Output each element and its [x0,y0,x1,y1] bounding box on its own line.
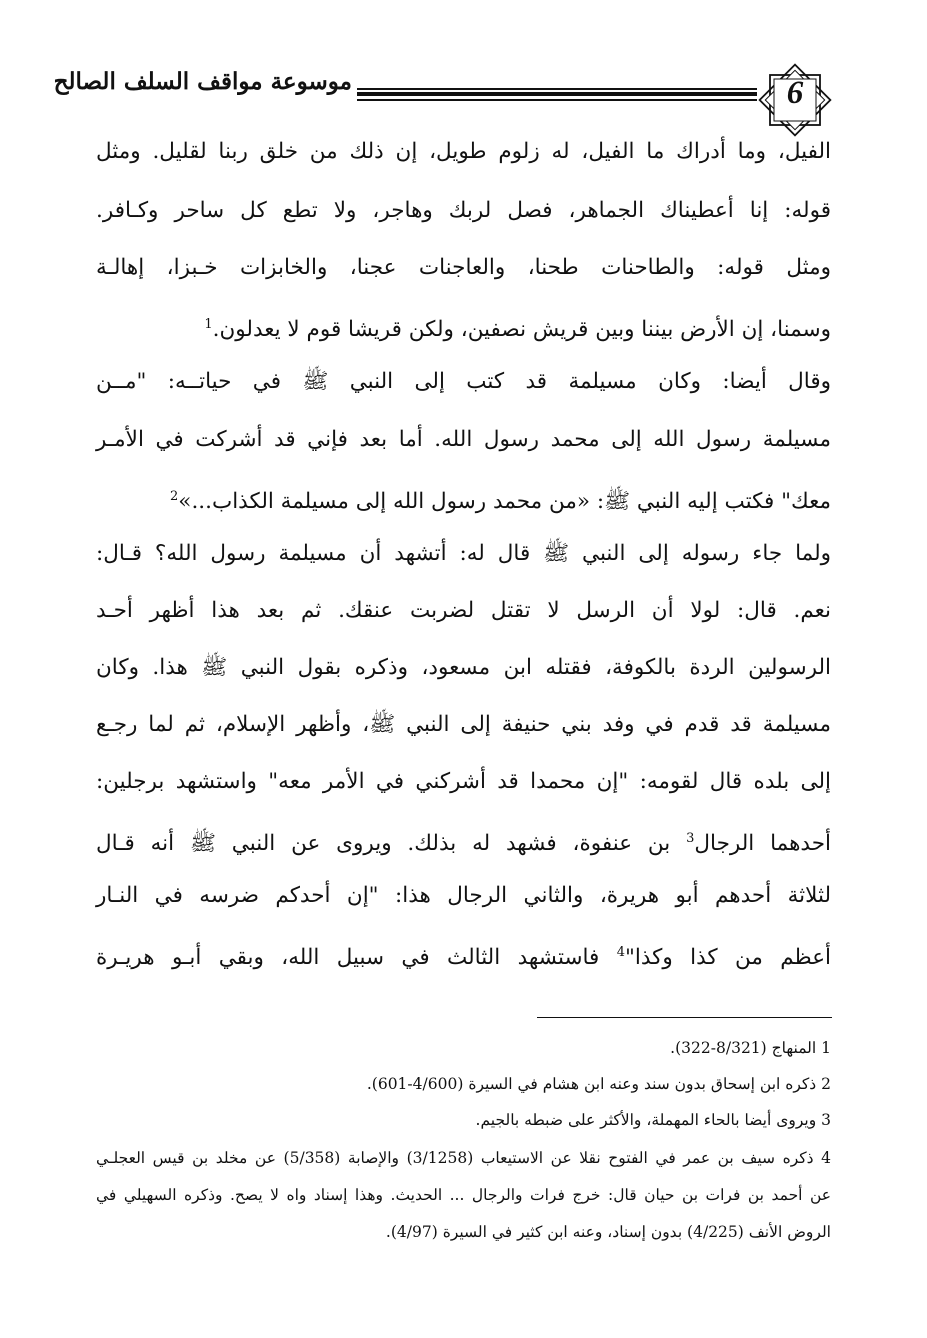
text-line: الفيل، وما أدراك ما الفيل، له زلوم طويل، إن ذلك من خلق ربنا لقليل. ومثل [96,139,831,164]
footnote: 1 المنهاج (8/321-322). [670,1039,831,1057]
text-line: معك" فكتب إليه النبي ﷺ: «من محمد رسول الله إلى مسيلمة الكذاب...» [178,489,831,515]
footnote-ref: 3 [686,831,695,846]
text-line-with-footnote [96,310,831,345]
text-line: الرسولين الردة بالكوفة، فقتله ابن مسعود، وذكره بقول النبي ﷺ هذا. وكان [96,655,831,680]
footnote-ref: 1 [204,317,213,332]
text-line-with-footnote [96,482,831,517]
text-segment: بن عنفوة، فشهد له بذلك. ويروى عن النبي ﷺ أنه قـال [96,831,671,857]
text-segment: أحدهما الرجال [694,831,831,857]
text-segment: فاستشهد الثالث في سبيل الله، وبقي أبـو هريـرة [96,945,600,971]
text-line-with-footnote [96,824,831,859]
text-line: قوله: إنا أعطيناك الجماهر، فصل لربك وهاجر، ولا تطع كل ساحر وكـافر. [96,198,831,223]
footnote-continuation: الروض الأنف (4/225) بدون إسناد، وعنه ابن كثير في السيرة (4/97). [385,1223,831,1241]
text-line: وسمنا، إن الأرض بيننا وبين قريش نصفين، ولكن قريشا قوم لا يعدلون. [212,317,831,343]
text-line: مسيلمة رسول الله إلى محمد رسول الله. أما بعد فإني قد أشركت في الأمـر [96,427,831,452]
text-line: نعم. قال: لولا أن الرسل لا تقتل لضربت عنقك. ثم بعد هذا أظهر أحـد [96,598,831,623]
page-number-badge [757,62,833,138]
footnote-ref: 4 [616,945,625,960]
text-line: وقال أيضا: وكان مسيلمة قد كتب إلى النبي ﷺ في حياتــه: "مــن [96,369,831,394]
text-line: إلى بلده قال لقومه: "إن محمدا قد أشركني في الأمر معه" واستشهد برجلين: [96,769,831,794]
page-header [0,0,927,130]
footnote-continuation: عن أحمد بن فرات بن حيان قال: خرج فرات والرجال ... الحديث. وهذا إسناد واه لا يصح. وذكره السهيلي في [96,1186,831,1204]
footnote-ref: 2 [170,489,179,504]
text-line: ولما جاء رسوله إلى النبي ﷺ قال له: أتشهد أن مسيلمة رسول الله؟ قـال: [96,541,831,566]
footnote: 2 ذكره ابن إسحاق بدون سند وعنه ابن هشام في السيرة (4/600-601). [366,1075,831,1093]
footnote: 3 ويروى أيضا بالحاء المهملة، والأكثر على ضبطه بالجيم. [475,1111,831,1129]
page-number: 6 [786,75,804,111]
header-divider [357,88,757,100]
text-line: لثلاثة أحدهم أبو هريرة، والثاني الرجال هذا: "إن أحدكم ضرسه في النـار [96,883,831,908]
text-segment: أعظم من كذا وكذا" [624,945,831,971]
text-line: ومثل قوله: والطاحنات طحنا، والعاجنات عجنا، والخابزات خـبزا، إهالـة [96,255,831,280]
text-line-with-footnote [96,938,831,973]
footnote: 4 ذكره سيف بن عمر في الفتوح نقلا عن الاستيعاب (3/1258) والإصابة (5/358) عن مخلد بن قيس العجلـي [96,1149,832,1167]
series-title: موسوعة مواقف السلف الصالح [53,68,352,95]
footnote-divider [537,1017,832,1018]
text-line: مسيلمة قد قدم في وفد بني حنيفة إلى النبي ﷺ، وأظهر الإسلام، ثم لما رجـع [96,712,831,737]
